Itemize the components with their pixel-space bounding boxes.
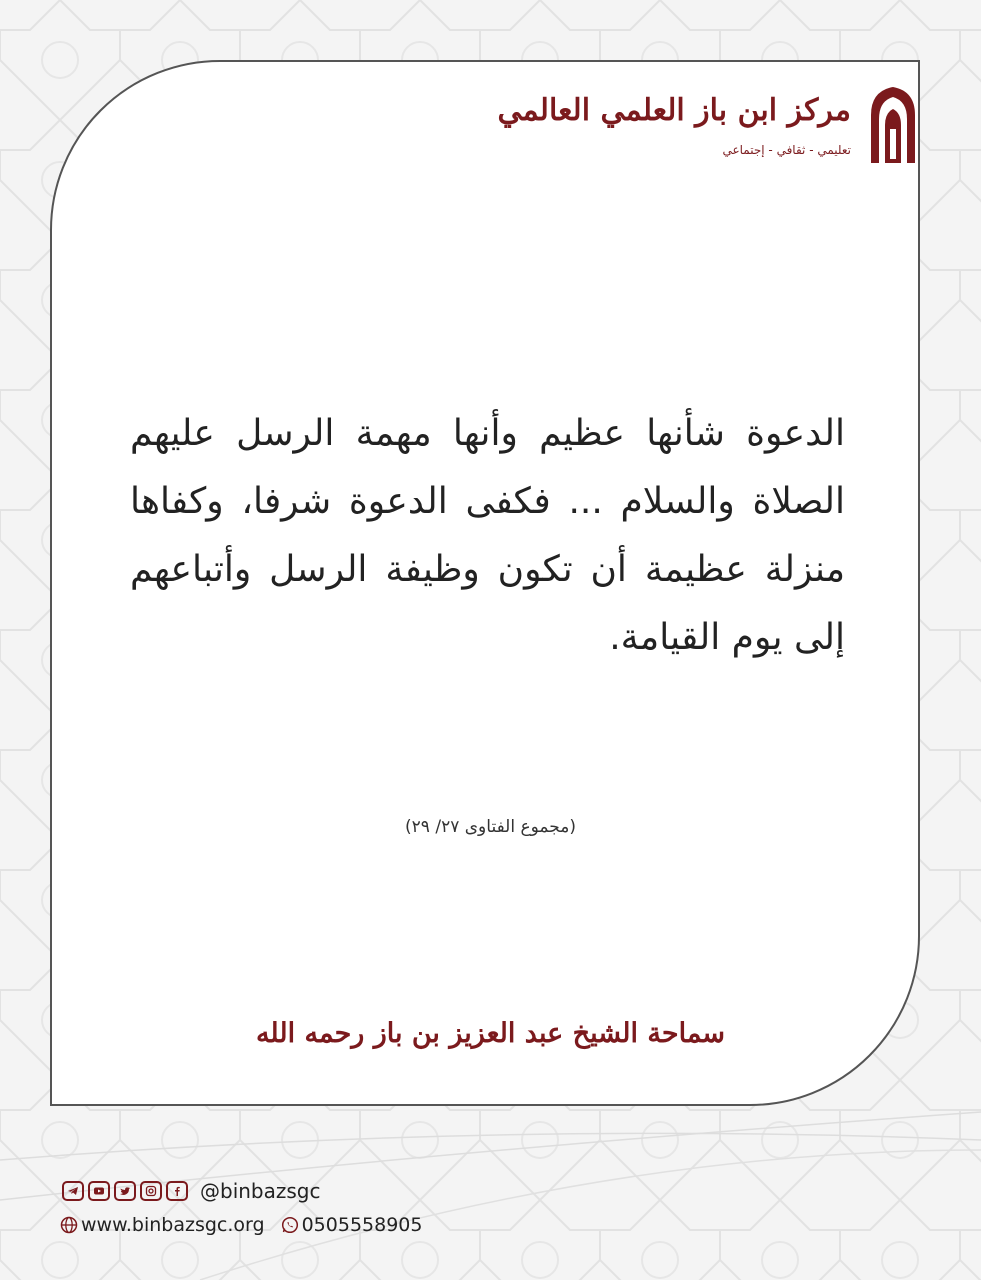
youtube-icon[interactable]	[88, 1181, 110, 1201]
quote-source: (مجموع الفتاوى ٢٧/ ٢٩)	[405, 817, 576, 837]
logo-emblem-icon	[863, 85, 923, 165]
social-handle[interactable]: @binbazsgc	[200, 1179, 321, 1203]
instagram-icon[interactable]	[140, 1181, 162, 1201]
twitter-icon[interactable]	[114, 1181, 136, 1201]
telegram-icon[interactable]	[62, 1181, 84, 1201]
contact-info	[60, 1211, 422, 1239]
social-links	[62, 1177, 321, 1205]
website-link[interactable]: www.binbazsgc.org	[81, 1214, 265, 1236]
quote-text: الدعوة شأنها عظيم وأنها مهمة الرسل عليهم الصلاة والسلام ... فكفى الدعوة شرفا، وكفاها منزلة عظيمة أن تكون وظيفة الرسل وأتباعهم إلى يوم القيامة.	[130, 413, 845, 658]
globe-icon	[60, 1216, 78, 1234]
facebook-icon[interactable]	[166, 1181, 188, 1201]
whatsapp-icon	[281, 1216, 299, 1234]
author-signature: سماحة الشيخ عبد العزيز بن باز رحمه الله	[255, 1018, 726, 1049]
logo-title: مركز ابن باز العلمي العالمي	[497, 93, 851, 128]
phone-contact	[281, 1214, 423, 1236]
center-logo	[497, 85, 923, 175]
phone-number[interactable]: 0505558905	[301, 1214, 423, 1236]
logo-subtitle: تعليمي - ثقافي - إجتماعي	[722, 143, 851, 157]
